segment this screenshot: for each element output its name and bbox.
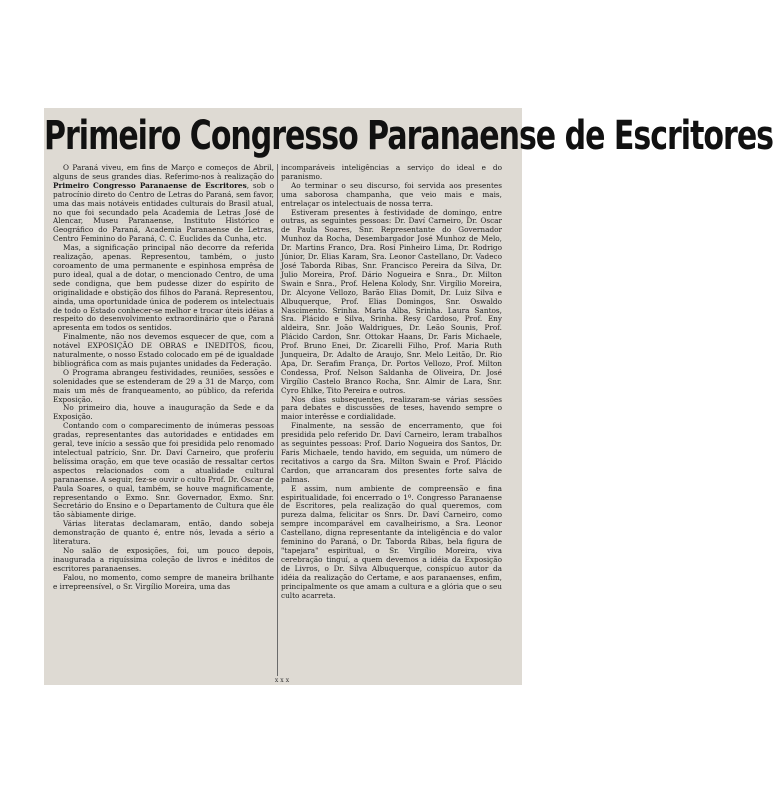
- paragraph: No primeiro dia, houve a inauguração da Sede e da Exposição.: [53, 403, 274, 422]
- article-headline: Primeiro Congresso Paranaense de Escritores: [44, 112, 773, 160]
- paragraph: incomparáveis inteligências a serviço do ideal e do paranismo.: [281, 163, 502, 181]
- paragraph: Várias literatas declamaram, então, dando sobeja demonstração de quanto é, entre nós, levada a sério a literatura.: [53, 519, 274, 547]
- newspaper-clipping: [44, 108, 773, 685]
- paragraph: Contando com o comparecimento de inúmeras pessoas gradas, representantes das autoridades e entidades em geral, teve início a sessão que foi presidida pelo renomado intelectual patrício, Snr. Dr. Daví Carneiro, que proferiu belíssima oração, em que teve ocasião de ressaltar certos aspectos relacionados com a atualidade cultural paranaense. A seguir, fez-se ouvir o culto Prof. Dr. Oscar de Paula Soares, o qual, também, se houve magnificamente, representando o Exmo. Snr. Governador, Exmo. Snr. Secretário do Ensino e o Departamento de Cultura que êle tão sàbiamente dirige.: [53, 421, 274, 520]
- paragraph: Falou, no momento, como sempre de maneira brilhante e irrepreensível, o Sr. Virgílio Moreira, uma das: [53, 572, 274, 591]
- paragraph: Estiveram presentes à festividade de domingo, entre outras, as seguintes pessoas: Dr. Daví Carneiro, Dr. Oscar de Paula Soares, Snr. Representante do Governador Munhoz da Rocha, Desembargador José Munhoz de Melo, Dr. Martins Franco, Dra. Rosí Pinheiro Lima, Dr. Rodrigo Júnior, Dr. Elias Karam, Sra. Leonor Castellano, Dr. Vadeco José Taborda Ribas, Snr. Francisco Pereira da Silva, Dr. Julio Moreira, Prof. Dário Nogueira e Snra., Dr. Milton Swain e Snra., Prof. Helena Kolody, Snr. Virgílio Moreira, Dr. Alcyone Vellozo, Barão Elias Domit, Dr. Luiz Silva e Albuquerque, Prof. Elias Domingos, Snr. Oswaldo Nascimento. Srinha. Maria Alba, Srinha. Laura Santos, Sra. Plácido e Silva, Srinha. Resy Cardoso, Prof. Eny aldeira, Snr. João Waldrigues, Dr. Leão Sounis, Prof. Plácido Cardon, Snr. Ottokar Haans, Dr. Faris Michaele, Prof. Bruno Enei, Dr. Zicarelli Filho, Prof. Maria Ruth Junqueira, Dr. Adalto de Araujo, Snr. Melo Leitão, Dr. Rio Apa, Dr. Serafim França, Dr. Portos Vellozo, Prof. Milton Condessa, Prof. Nelson Saldanha de Oliveira, Dr. José Virgílio Castelo Branco Rocha, Snr. Almir de Lara, Snr. Cyro Ehlke, Tito Pereira e outros.: [281, 207, 502, 395]
- paragraph-text: , sob o patrocínio direto do Centro de Letras do Paraná, sem favor, uma das mais notáveis entidades culturais do Brasil atual, no que foi secundado pela Academia de Letras José de Alencar, Museu Paranaense, Instituto Histórico e Geográfico do Paraná, Academia Paranaense de Letras, Centro Feminino do Paraná, C. C. Euclides da Cunha, etc.: [53, 180, 274, 244]
- paragraph: Finalmente, não nos devemos esquecer de que, com a notável EXPOSIÇÃO DE OBRAS e INEDITOS, ficou, naturalmente, o nosso Estado colocado em pé de igualdade bibliográfica com as mais pujantes unidades da Federação.: [53, 332, 274, 368]
- paragraph: [53, 164, 274, 244]
- paragraph: No salão de exposições, foi, um pouco depois, inaugurada a riquíssima coleção de livros e inéditos de escritores paranaenses.: [53, 545, 274, 573]
- paragraph-text: O Paraná viveu, em fins de Março e começos de Abril, alguns de seus grandes dias. Referimo-nos à realização do: [53, 163, 274, 181]
- left-column: [53, 164, 274, 676]
- paragraph: O Programa abrangeu festividades, reuniões, sessões e solenidades que se estenderam de 29 a 31 de Março, com mais um mês de franqueamento, ao público, da referida Exposição.: [53, 367, 274, 404]
- paragraph: Nos dias subsequentes, realizaram-se várias sessões para debates e discussões de teses, havendo sempre o maior interêsse e cordialidade.: [281, 394, 502, 422]
- paragraph: E assim, num ambiente de compreensão e fina espiritualidade, foi encerrado o 1º. Congresso Paranaense de Escritores, pela realização do qual queremos, com pureza dalma, felicitar os Snrs. Dr. Daví Carneiro, como sempre incomparável em cavalheirismo, a Sra. Leonor Castellano, digna representante da inteligência e do valor feminino do Paraná, o Dr. Taborda Ribas, bela figura de "tapejara" espiritual, o Sr. Virgílio Moreira, viva cerebração tinguí, a quem devemos a idéia da Exposição de Livros, o Dr. Silva Albuquerque, conspícuo autor da idéia da realização do Certame, e aos paranaenses, enfim, principalmente os que amam a cultura e a glória que o seu culto acarreta.: [281, 483, 502, 600]
- paragraph: Finalmente, na sessão de encerramento, que foi presidida pelo referido Dr. Daví Carneiro, leram trabalhos as seguintes pessoas: Prof. Dario Nogueira dos Santos, Dr. Faris Michaele, tendo havido, em seguida, um número de recitativos a cargo da Sra. Milton Swain e Prof. Plácido Cardon, que arrancaram dos presentes forte salva de palmas.: [281, 421, 502, 484]
- right-column: [281, 164, 502, 676]
- congress-name: Primeiro Congresso Paranaense de Escritores: [53, 180, 247, 190]
- paragraph: Mas, a significação principal não decorre da referida realização, apenas. Representou, também, o justo coroamento de uma permanente e espinhosa emprêsa de puro ideal, qual a de dotar, o mencionado Centro, de uma sede condigna, que bem pudesse dizer do espírito de originalidade e obstição dos filhos do Paraná. Representou, ainda, uma oportunidade única de poderem os intelectuais de todo o Estado conhecer-se melhor e trocar úteis idéias a respeito do desenvolvimento extraordinário que o Paraná apresenta em todos os sentidos.: [53, 243, 274, 333]
- end-mark: xxx: [274, 677, 292, 684]
- paragraph: Ao terminar o seu discurso, foi servida aos presentes uma saborosa champanha, que veio mais e mais, entrelaçar os intelectuais de nossa terra.: [281, 180, 502, 208]
- article-body: [53, 164, 515, 676]
- column-divider: [277, 164, 278, 676]
